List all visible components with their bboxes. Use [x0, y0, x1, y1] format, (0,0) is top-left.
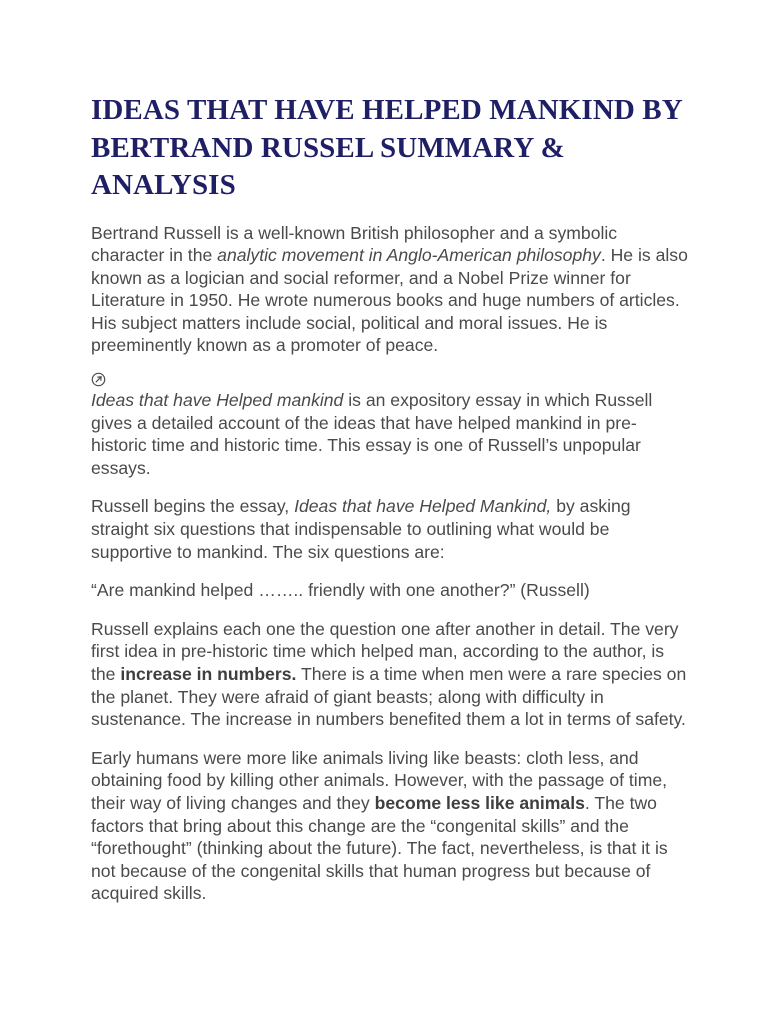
link-icon[interactable] [91, 372, 106, 387]
questions-text-a: Russell begins the essay, [91, 496, 295, 517]
numbers-text-c: There is a time when men were a rare species on the planet. They were afraid of giant beasts; along with difficulty in sustenance. The increase in numbers benefited them a lot in terms of safety. [91, 664, 687, 730]
paragraph-intro [91, 222, 691, 358]
early-humans-bold-phrase: become less like animals [374, 792, 585, 813]
paragraph-early-humans [91, 747, 691, 905]
document-page [91, 92, 691, 905]
intro-text-a: Bertrand Russell is a well-known British philosopher and a symbolic character in the [91, 222, 618, 266]
paragraph-questions [91, 495, 691, 563]
questions-italic-title: Ideas that have Helped Mankind, [294, 496, 552, 517]
essay-intro-text: is an expository essay in which Russell gives a detailed account of the ideas that have helped mankind in pre-historic time and historic time. This essay is one of Russell’s unpopular essays. [91, 390, 653, 478]
numbers-text-a: Russell explains each one the question one after another in detail. The very first idea in pre-historic time which helped man, according to the author, is the [91, 618, 679, 684]
questions-text-c: by asking straight six questions that indispensable to outlining what would be supportive to mankind. The six questions are: [91, 496, 631, 562]
essay-title-italic: Ideas that have Helped mankind [91, 390, 344, 411]
early-humans-text-a: Early humans were more like animals living like beasts: cloth less, and obtaining food by killing other animals. However, with the passage of time, their way of living changes and they [91, 747, 668, 813]
paragraph-essay-intro [91, 389, 691, 479]
intro-italic-phrase: analytic movement in Anglo-American philosophy [217, 245, 601, 266]
page-title: IDEAS THAT HAVE HELPED MANKIND BY BERTRAND RUSSEL SUMMARY & ANALYSIS [91, 94, 682, 201]
numbers-bold-phrase: increase in numbers. [120, 664, 297, 684]
icon-row [91, 369, 691, 389]
intro-text-c: . He is also known as a logician and social reformer, and a Nobel Prize winner for Literature in 1950. He wrote numerous books and huge numbers of articles. His subject matters include social, political and moral issues. He is preeminently known as a promoter of peace. [91, 245, 688, 356]
paragraph-numbers [91, 618, 691, 731]
early-humans-text-c: . The two factors that bring about this change are the “congenital skills” and the “forethought” (thinking about the future). The fact, nevertheless, is that it is not because of the congenital skills that human progress but because of acquired skills. [91, 792, 668, 904]
paragraph-quote: “Are mankind helped …….. friendly with one another?” (Russell) [91, 580, 590, 601]
